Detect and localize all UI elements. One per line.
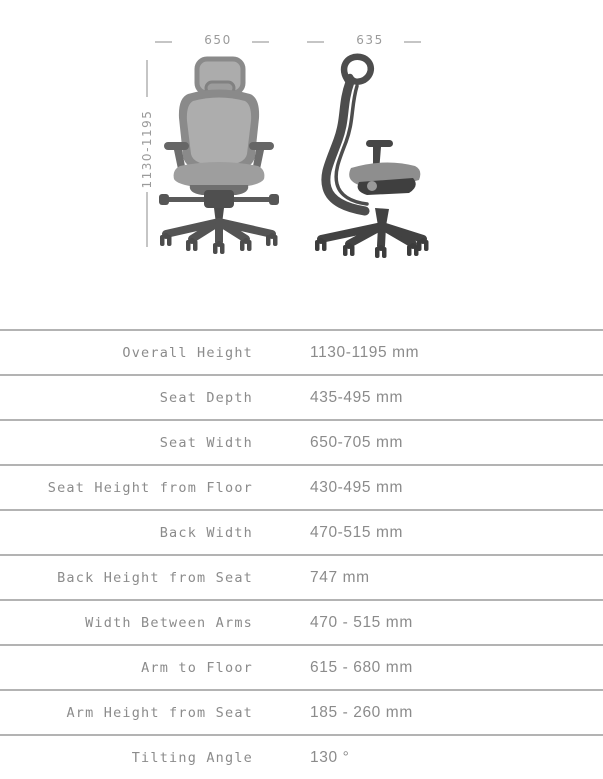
spec-value: 470 - 515 mm — [310, 613, 413, 631]
spec-value: 130 ° — [310, 748, 350, 766]
dimension-dash — [307, 41, 324, 43]
spec-label: Width Between Arms — [85, 614, 253, 631]
table-row — [0, 464, 603, 509]
side-depth-dimension-label: 635 — [356, 33, 384, 47]
spec-label: Seat Height from Floor — [47, 479, 253, 496]
spec-value: 470-515 mm — [310, 523, 404, 541]
spec-value: 185 - 260 mm — [310, 703, 413, 721]
chair-front-view-illustration — [156, 54, 282, 258]
chair-side-view-illustration — [309, 52, 435, 258]
spec-label: Back Width — [159, 524, 253, 541]
spec-value: 1130-1195 mm — [310, 343, 420, 361]
spec-value: 747 mm — [310, 568, 370, 586]
spec-table — [0, 329, 603, 779]
spec-label: Tilting Angle — [131, 749, 253, 766]
front-width-dimension-label: 650 — [204, 33, 232, 47]
spec-label: Arm to Floor — [141, 659, 253, 676]
spec-label: Seat Width — [159, 434, 253, 451]
table-row — [0, 689, 603, 734]
table-row — [0, 509, 603, 554]
spec-label: Back Height from Seat — [57, 569, 253, 586]
table-row — [0, 329, 603, 374]
overall-height-dimension-label: 1130-1195 — [140, 109, 154, 189]
spec-label: Arm Height from Seat — [66, 704, 253, 721]
table-row — [0, 644, 603, 689]
spec-label: Seat Depth — [159, 389, 253, 406]
table-row — [0, 734, 603, 779]
table-row — [0, 599, 603, 644]
dimension-dash — [404, 41, 421, 43]
table-row — [0, 419, 603, 464]
spec-value: 615 - 680 mm — [310, 658, 413, 676]
dimension-tick — [146, 192, 148, 247]
dimension-dash — [252, 41, 269, 43]
table-row — [0, 554, 603, 599]
dimension-tick — [146, 60, 148, 97]
spec-value: 650-705 mm — [310, 433, 404, 451]
table-row — [0, 374, 603, 419]
spec-value: 435-495 mm — [310, 388, 404, 406]
spec-label: Overall Height — [122, 344, 253, 361]
dimension-dash — [155, 41, 172, 43]
spec-value: 430-495 mm — [310, 478, 404, 496]
